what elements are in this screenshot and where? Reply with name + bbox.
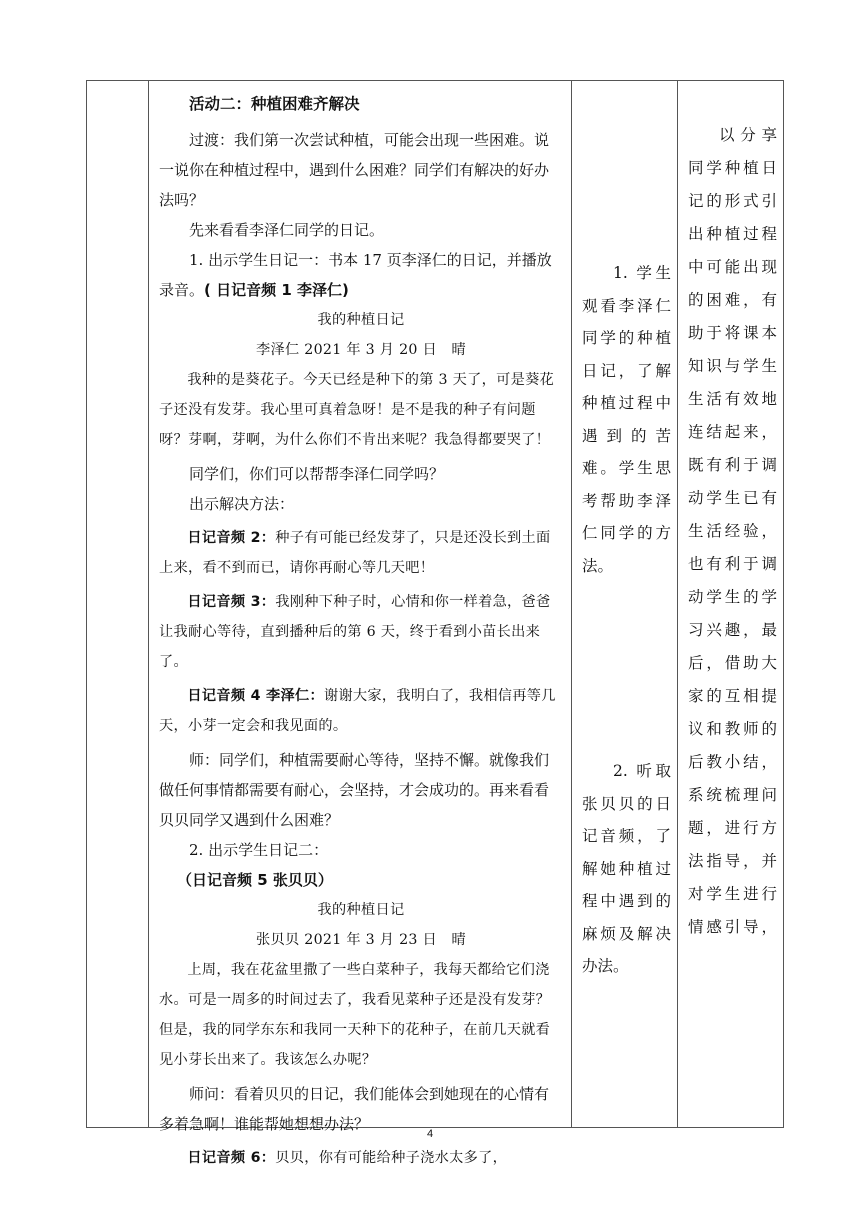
step2-text: 2. 出示学生日记二： bbox=[189, 841, 329, 859]
solution-paragraph: 出示解决方法： bbox=[189, 495, 295, 513]
lesson-plan-table bbox=[86, 80, 784, 1166]
page-number: 4 bbox=[426, 1128, 434, 1140]
audio4-text: 谢谢大家，我明白了，我相信再等几天，小芽一定会和我见面的。 bbox=[159, 688, 556, 734]
audio3-paragraph bbox=[159, 587, 563, 677]
design-intent-text: 以分享同学种植日记的形式引出种植过程中可能出现的困难，有助于将课本知识与学生生活有效地连结起来，既有利于调动学生已有生活经验，也有利于调动学生的学习兴趣，最后，借助大家的互相提议和教师的后教小结，系统梳理问题，进行方法指导，并对学生进行情感引导， bbox=[688, 126, 777, 936]
teaching-process-cell bbox=[149, 81, 572, 1166]
audio6-text: 贝贝，你有可能给种子浇水太多了， bbox=[275, 1150, 508, 1166]
diary1-title: 我的种植日记 bbox=[317, 312, 405, 328]
student-activity-1: 1. 学生观看李泽仁同学的种植日记，了解种植过程中遇到的苦难。学生思考帮助李泽仁同学的方法。 bbox=[582, 264, 671, 575]
audio6-label: 日记音频 6： bbox=[187, 1150, 276, 1166]
audio3-text: 我刚种下种子时，心情和你一样着急，爸爸让我耐心等待，直到播种后的第 6 天，终于看到小苗长出来了。 bbox=[159, 594, 551, 670]
step1-paragraph bbox=[159, 245, 563, 305]
student-activity-cell bbox=[572, 81, 678, 1128]
diary2-meta: 张贝贝 2021 年 3 月 23 日 晴 bbox=[255, 932, 467, 948]
help-paragraph: 同学们，你们可以帮帮李泽仁同学吗？ bbox=[189, 465, 445, 483]
step2-audio-label: （日记音频 5 张贝贝） bbox=[177, 871, 333, 889]
transition-paragraph: 过渡：我们第一次尝试种植，可能会出现一些困难。说一说你在种植过程中，遇到什么困难？同学们有解决的好办法吗？ bbox=[159, 131, 550, 209]
audio3-label: 日记音频 3： bbox=[187, 594, 276, 610]
step1-audio-label: ( 日记音频 1 李泽仁) bbox=[204, 281, 349, 299]
activity-title: 活动二：种植困难齐解决 bbox=[189, 95, 360, 113]
audio2-text: 种子有可能已经发芽了，只是还没长到土面上来，看不到而已，请你再耐心等几天吧！ bbox=[159, 530, 551, 576]
look-paragraph: 先来看看李泽仁同学的日记。 bbox=[189, 221, 385, 239]
teacher-ask-paragraph: 师问：看着贝贝的日记，我们能体会到她现在的心情有多着急啊！谁能帮她想想办法？ bbox=[159, 1085, 550, 1133]
diary2-title: 我的种植日记 bbox=[317, 902, 405, 918]
audio4-paragraph bbox=[159, 681, 563, 741]
audio4-label: 日记音频 4 李泽仁： bbox=[187, 688, 324, 704]
audio2-label: 日记音频 2： bbox=[187, 530, 276, 546]
blank-column-cell bbox=[87, 81, 149, 1128]
student-activity-2: 2. 听取张贝贝的日记音频，了解她种植过程中遇到的麻烦及解决办法。 bbox=[582, 762, 671, 975]
teacher-paragraph: 师：同学们，种植需要耐心等待，坚持不懈。就像我们做任何事情都需要有耐心，会坚持，才会成功的。再来看看贝贝同学又遇到什么困难？ bbox=[159, 751, 550, 829]
diary1-meta: 李泽仁 2021 年 3 月 20 日 晴 bbox=[255, 342, 467, 358]
diary2-body: 上周，我在花盆里撒了一些白菜种子，我每天都给它们浇水。可是一周多的时间过去了，我看见菜种子还是没有发芽？但是，我的同学东东和我同一天种下的花种子，在前几天就看见小芽长出来了。我该怎么办呢？ bbox=[159, 962, 551, 1068]
audio6-paragraph bbox=[159, 1143, 563, 1173]
diary1-body: 我种的是葵花子。今天已经是种下的第 3 天了，可是葵花子还没有发芽。我心里可真着急呀！是不是我的种子有问题呀？芽啊，芽啊，为什么你们不肯出来呢？我急得都要哭了！ bbox=[159, 372, 555, 448]
step1-text: 1. 出示学生日记一：书本 17 页李泽仁的日记，并播放录音。 bbox=[159, 251, 552, 299]
design-intent-cell bbox=[678, 81, 784, 1128]
audio2-paragraph bbox=[159, 523, 563, 583]
